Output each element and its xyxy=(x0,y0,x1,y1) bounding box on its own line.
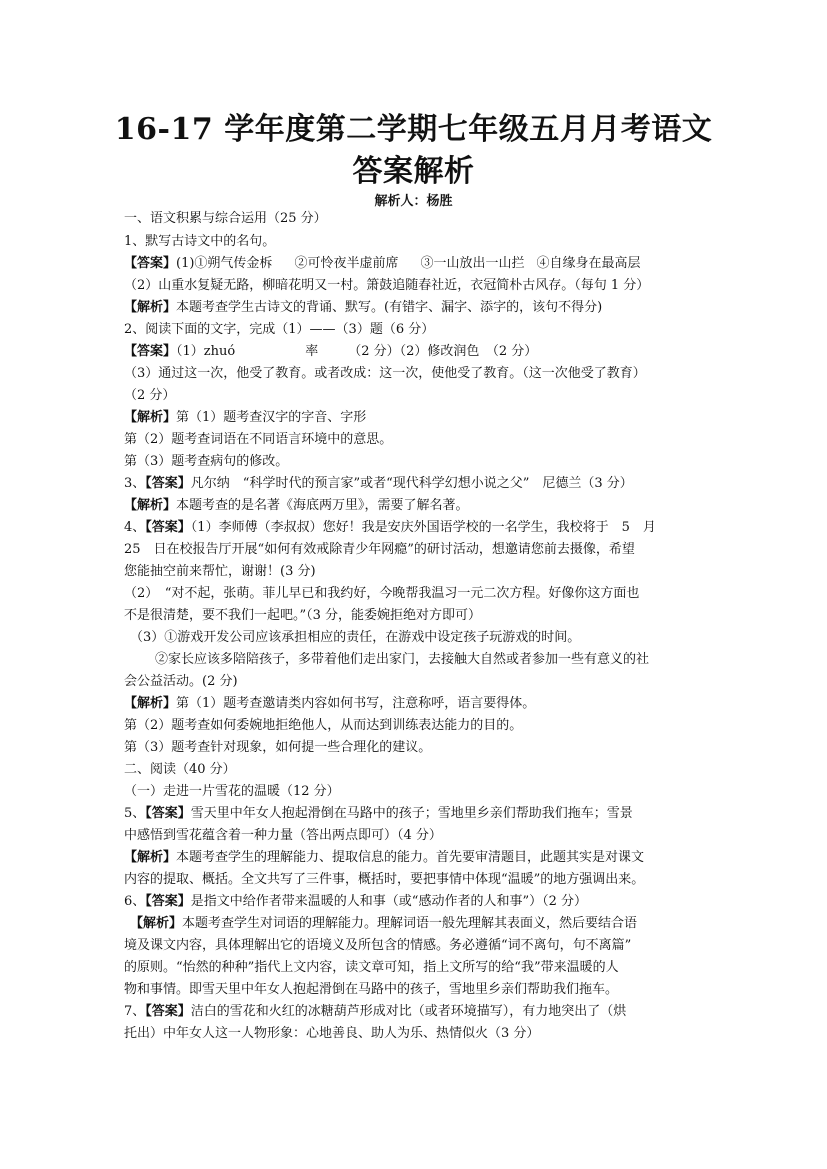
analysis-line: 【解析】第（1）题考查汉字的字音、字形 xyxy=(124,410,367,425)
analysis-line: 物和事情。即雪天里中年女人抱起滑倒在马路中的孩子，雪地里乡亲们帮助我们拖车。 xyxy=(124,982,619,997)
answer-line: 会公益活动。(2 分) xyxy=(124,674,238,689)
analysis-line: 第（2）题考查如何委婉地拒绝他人，从而达到训练表达能力的目的。 xyxy=(124,718,523,733)
answer-line: 不是很清楚，要不我们一起吧。”（3 分，能委婉拒绝对方即可） xyxy=(124,608,482,623)
answer-line: ②家长应该多陪陪孩子，多带着他们走出家门，去接触大自然或者参加一些有意义的社 xyxy=(155,652,650,667)
answer-tag: 【答案】 xyxy=(145,806,191,821)
answer-tag: 【答案】 xyxy=(145,476,191,491)
analysis-tag: 【解析】 xyxy=(124,850,177,865)
document-title-line-2: 答案解析 xyxy=(352,154,475,189)
analysis-line: 第（2）题考查词语在不同语言环境中的意思。 xyxy=(124,432,393,447)
answer-tag: 【答案】 xyxy=(145,520,191,535)
answer-line: 7、【答案】洁白的雪花和火红的冰糖葫芦形成对比（或者环境描写），有力地突出了（烘 xyxy=(124,1004,627,1019)
analysis-line: 内容的提取、概括。全文共写了三件事，概括时，要把事情中体现“温暖”的地方强调出来。 xyxy=(124,872,645,887)
section-heading: 二、阅读（40 分） xyxy=(124,762,236,777)
analysis-line: 【解析】本题考查学生古诗文的背诵、默写。(有错字、漏字、添字的，该句不得分) xyxy=(124,300,603,315)
answer-line: （3）①游戏开发公司应该承担相应的责任，在游戏中设定孩子玩游戏的时间。 xyxy=(130,630,581,645)
answer-tag: 【答案】 xyxy=(124,256,177,271)
answer-line: 中感悟到雪花蕴含着一种力量（答出两点即可）（4 分） xyxy=(124,828,442,843)
analysis-line: 【解析】本题考查的是名著《海底两万里》，需要了解名著。 xyxy=(124,498,469,513)
author-line: 解析人：杨胜 xyxy=(374,194,453,209)
answer-line: 【答案】（1）zhuó 率 （2 分）（2）修改润色 （2 分） xyxy=(124,344,538,359)
answer-line: 【答案】(1)①朔气传金柝 ②可怜夜半虚前席 ③一山放出一山拦 ④自缘身在最高层 xyxy=(124,256,641,271)
analysis-tag: 【解析】 xyxy=(124,300,177,315)
answer-line: （2） “对不起，张萌。菲儿早已和我约好，今晚帮我温习一元二次方程。好像你这方面也 xyxy=(124,586,640,601)
analysis-tag: 【解析】 xyxy=(124,498,177,513)
analysis-line: 【解析】本题考查学生对词语的理解能力。理解词语一般先理解其表面义，然后要结合语 xyxy=(130,916,638,931)
document-title-line-1: 16-17 学年度第二学期七年级五月月考语文 xyxy=(114,112,713,147)
analysis-line: 第（3）题考查针对现象，如何提一些合理化的建议。 xyxy=(124,740,432,755)
section-heading: 一、语文积累与综合运用（25 分） xyxy=(124,211,327,226)
analysis-line: 境及课文内容，具体理解出它的语境义及所包含的情感。务必遵循“词不离句，句不离篇” xyxy=(124,938,632,953)
analysis-line: 第（3）题考查病句的修改。 xyxy=(124,454,289,469)
answer-line: （3）通过这一次，他受了教育。或者改成：这一次，使他受了教育。（这一次他受了教育） xyxy=(124,366,646,381)
analysis-line: 【解析】本题考查学生的理解能力、提取信息的能力。首先要审清题目，此题其实是对课文 xyxy=(124,850,645,865)
analysis-line: 的原则。“怡然的种种”指代上文内容，读文章可知，指上文所写的给“我”带来温暖的人 xyxy=(124,960,619,975)
analysis-line: 【解析】第（1）题考查邀请类内容如何书写，注意称呼，语言要得体。 xyxy=(124,696,536,711)
question-line: 1、默写古诗文中的名句。 xyxy=(124,234,276,249)
answer-line: （2 分） xyxy=(124,388,176,403)
answer-tag: 【答案】 xyxy=(145,1004,191,1019)
answer-line: 25 日在校报告厅开展“如何有效戒除青少年网瘾”的研讨活动，想邀请您前去摄像，希望 xyxy=(124,542,635,557)
question-line: 2、阅读下面的文字，完成（1）——（3）题（6 分） xyxy=(124,322,435,337)
answer-tag: 【答案】 xyxy=(145,894,191,909)
subsection-heading: （一）走进一片雪花的温暖（12 分） xyxy=(124,784,340,799)
answer-tag: 【答案】 xyxy=(124,344,177,359)
analysis-tag: 【解析】 xyxy=(130,916,183,931)
analysis-tag: 【解析】 xyxy=(124,410,177,425)
answer-line: 5、【答案】雪天里中年女人抱起滑倒在马路中的孩子；雪地里乡亲们帮助我们拖车；雪景 xyxy=(124,806,633,821)
analysis-tag: 【解析】 xyxy=(124,696,177,711)
answer-line: 4、【答案】（1）李师傅（李叔叔）您好！我是安庆外国语学校的一名学生，我校将于 5 月 xyxy=(124,520,656,535)
answer-line: 3、【答案】凡尔纳 “科学时代的预言家”或者“现代科学幻想小说之父” 尼德兰（3 分） xyxy=(124,476,633,491)
answer-line: 您能抽空前来帮忙，谢谢！(3 分) xyxy=(124,564,316,579)
answer-line: （2）山重水复疑无路，柳暗花明又一村。箫鼓追随春社近，衣冠简朴古风存。（每句 1 分） xyxy=(124,278,650,293)
answer-line: 6、【答案】是指文中给作者带来温暖的人和事（或“感动作者的人和事”）（2 分） xyxy=(124,894,587,909)
answer-line: 托出）中年女人这一人物形象：心地善良、助人为乐、热情似火（3 分） xyxy=(124,1026,540,1041)
